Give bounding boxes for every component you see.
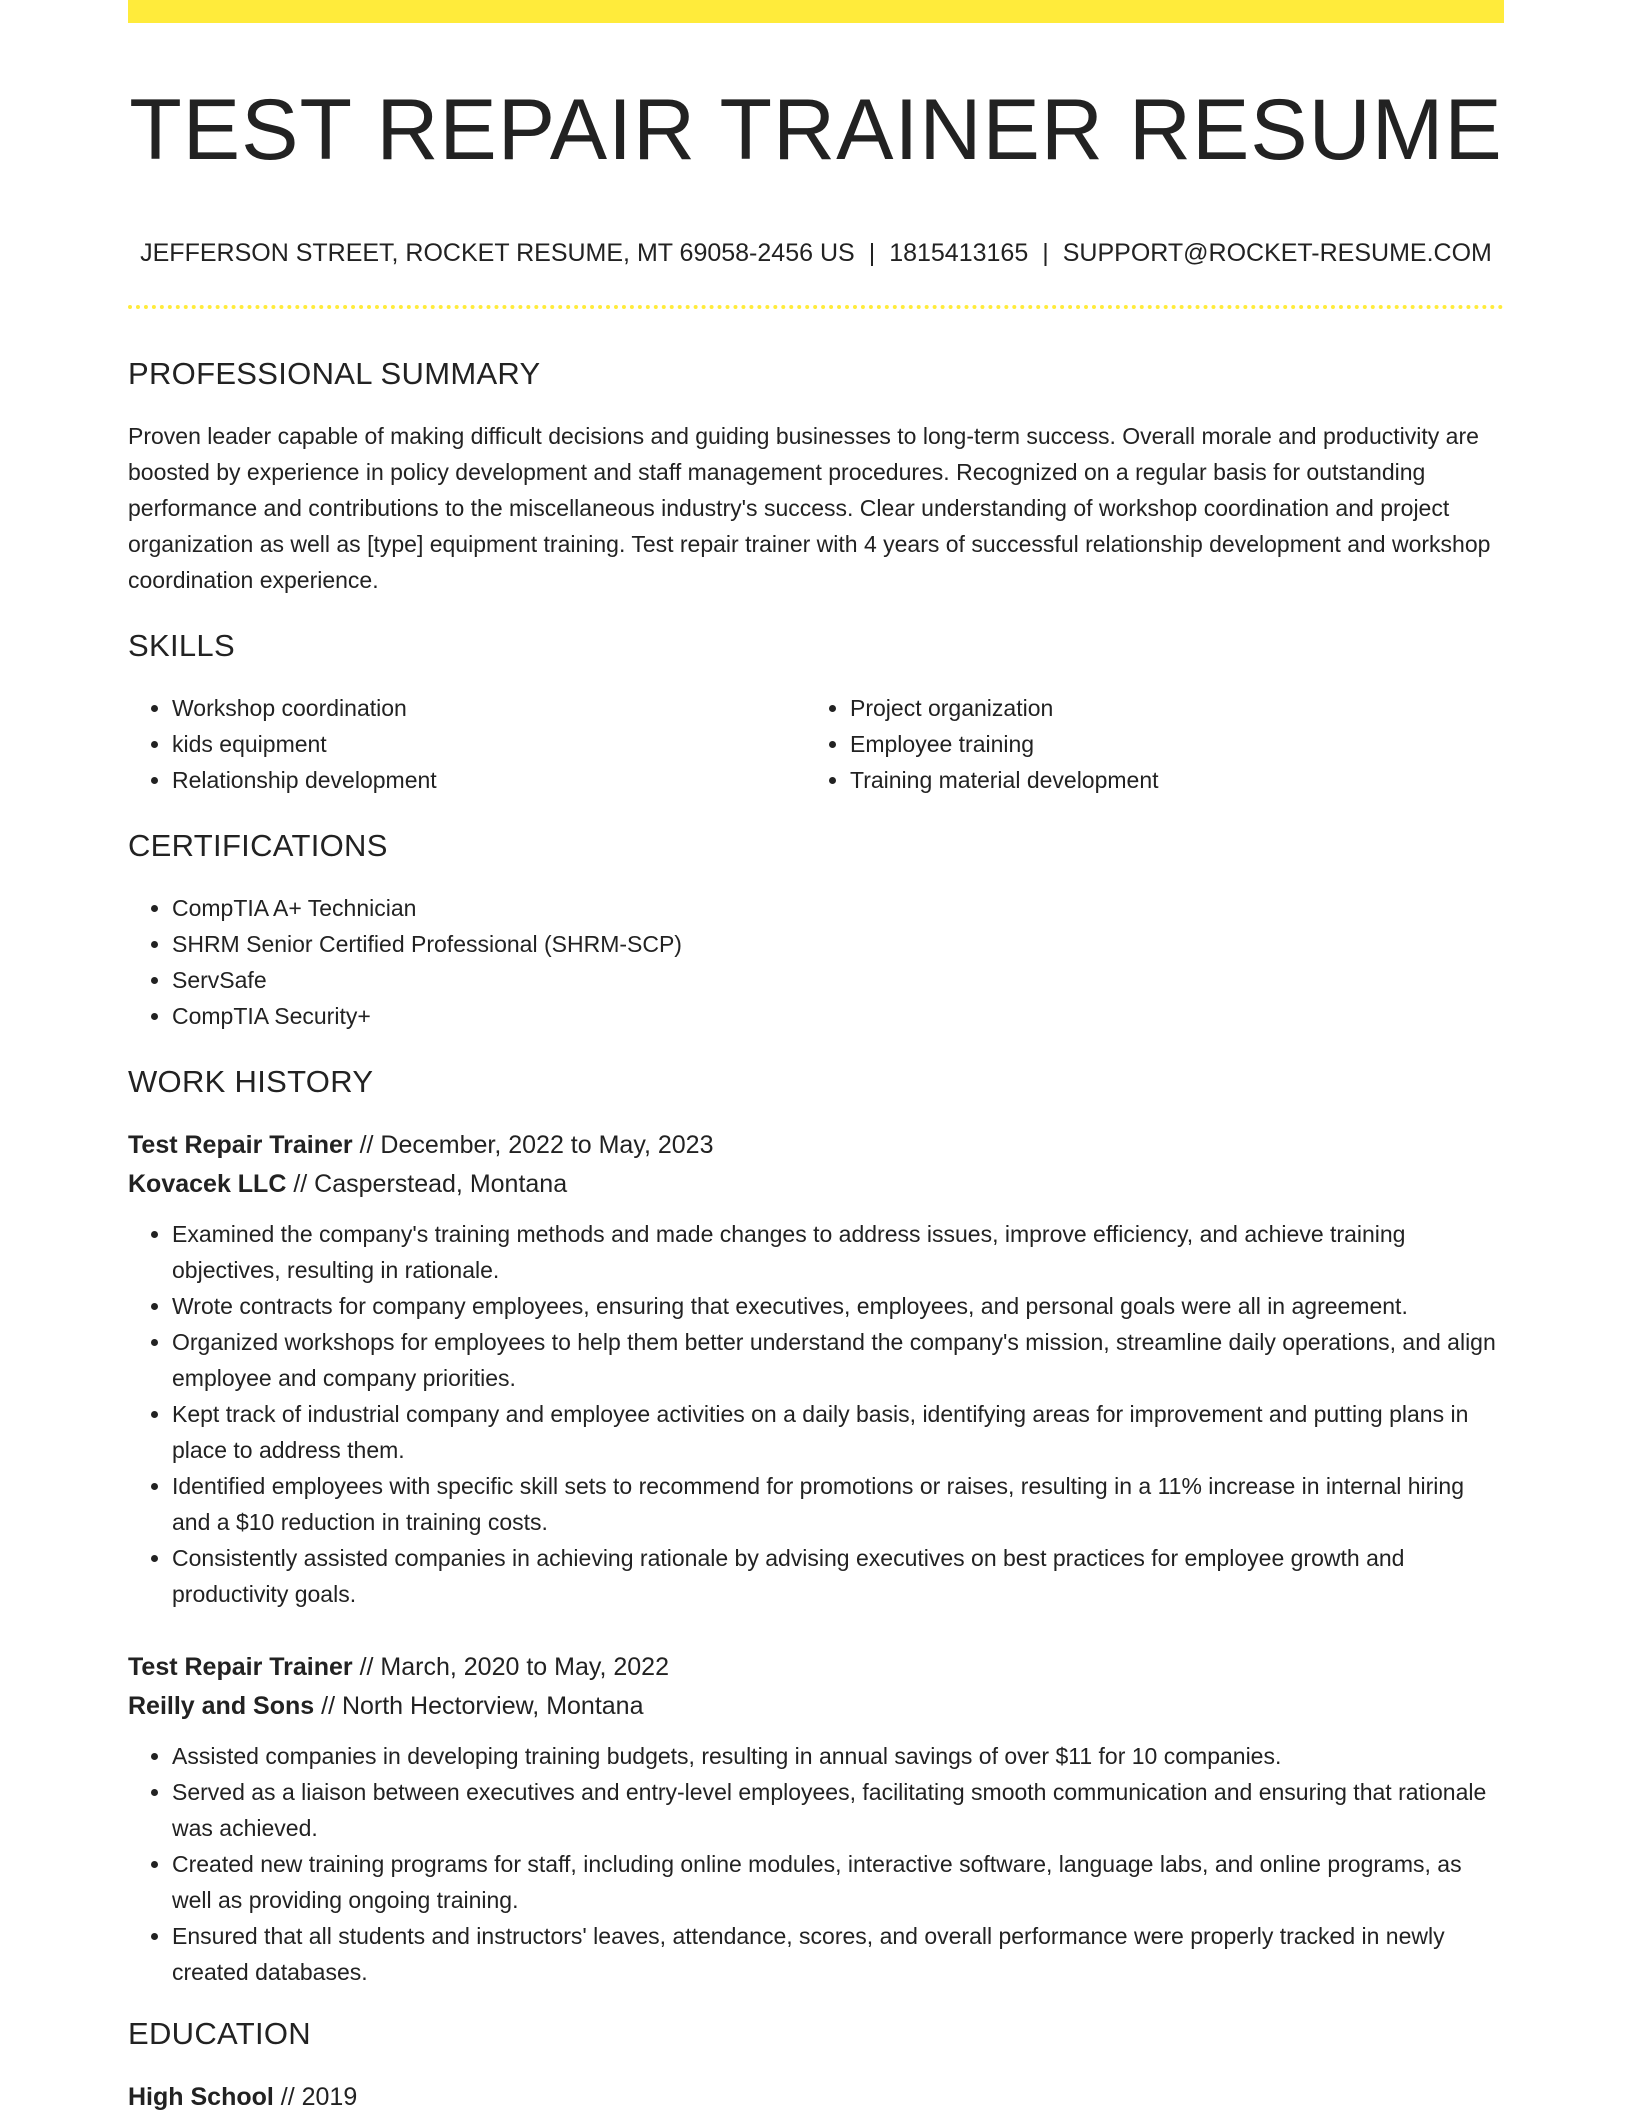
job-dates: // December, 2022 to May, 2023 [352,1131,714,1159]
job-company: Kovacek LLC [128,1170,287,1198]
education-section [128,2012,1504,2117]
skills-heading: SKILLS [128,628,235,663]
work-history-heading: WORK HISTORY [128,1064,374,1099]
contact-separator: | [1042,239,1049,267]
job-bullet: • Examined the company's training methods and made changes to address issues, improve efficiency, and achieve training objectives, resulting in rationale. [172,1216,1504,1288]
resume-title: TEST REPAIR TRAINER RESUME [129,82,1503,178]
contact-phone: 1815413165 [889,239,1029,267]
job-bullet: • Assisted companies in developing training budgets, resulting in annual savings of over $11 for 10 companies. [172,1738,1504,1774]
job-company-line [128,1165,1504,1204]
skills-list-right [806,690,1548,798]
job-role: Test Repair Trainer [128,1131,353,1159]
certification-item: • CompTIA Security+ [172,998,1504,1034]
header-divider [128,305,1504,309]
skills-list-left [128,690,806,798]
education-heading: EDUCATION [128,2016,311,2051]
job-bullet: • Served as a liaison between executives and entry-level employees, facilitating smooth communication and ensuring that rationale was achieved. [172,1774,1504,1846]
certifications-list [128,890,1504,1034]
job-bullet: • Identified employees with specific skill sets to recommend for promotions or raises, resulting in a 11% increase in internal hiring and a $10 reduction in training costs. [172,1468,1504,1540]
summary-text: Proven leader capable of making difficult decisions and guiding businesses to long-term success. Overall morale and productivity are boosted by experience in policy development and staff management procedures. Recognized on a regular basis for outstanding performance and contributions to the miscellaneous industry's success. Clear understanding of workshop coordination and project organization as well as [type] equipment training. Test repair trainer with 4 years of successful relationship development and workshop coordination experience. [128,423,1491,593]
skill-item: • Training material development [850,762,1548,798]
job-bullets [128,1738,1504,1990]
work-history-section [128,1060,1504,1990]
job-title-line [128,1648,1504,1687]
contact-email: SUPPORT@ROCKET-RESUME.COM [1062,239,1492,267]
job-bullet: • Organized workshops for employees to help them better understand the company's mission, streamline daily operations, and align employee and company priorities. [172,1324,1504,1396]
skills-section [128,624,1504,798]
job-location: // North Hectorview, Montana [314,1692,644,1720]
education-year: // 2019 [273,2083,358,2111]
contact-address: JEFFERSON STREET, ROCKET RESUME, MT 69058-2456 US [140,239,855,267]
skill-item: • kids equipment [172,726,806,762]
resume-body [128,352,1504,2117]
skill-item: • Relationship development [172,762,806,798]
education-entry [128,2078,1504,2117]
job-company: Reilly and Sons [128,1692,315,1720]
job-bullet: • Kept track of industrial company and employee activities on a daily basis, identifying areas for improvement and putting plans in place to address them. [172,1396,1504,1468]
job-bullet: • Wrote contracts for company employees, ensuring that executives, employees, and personal goals were all in agreement. [172,1288,1504,1324]
job-entry [128,1648,1504,1990]
job-role: Test Repair Trainer [128,1653,353,1681]
summary-section [128,352,1504,598]
certification-item: • ServSafe [172,962,1504,998]
summary-heading: PROFESSIONAL SUMMARY [128,356,541,391]
education-school: High School [128,2083,274,2111]
certification-item: • SHRM Senior Certified Professional (SHRM-SCP) [172,926,1504,962]
job-company-line [128,1687,1504,1726]
job-entry [128,1126,1504,1612]
skill-item: • Project organization [850,690,1548,726]
job-location: // Casperstead, Montana [286,1170,568,1198]
job-dates: // March, 2020 to May, 2022 [352,1653,669,1681]
certifications-heading: CERTIFICATIONS [128,828,388,863]
certification-item: • CompTIA A+ Technician [172,890,1504,926]
skills-grid [128,690,1504,798]
skill-item: • Workshop coordination [172,690,806,726]
certifications-section [128,824,1504,1034]
contact-line [128,236,1504,270]
contact-separator: | [868,239,876,267]
job-bullet: • Ensured that all students and instructors' leaves, attendance, scores, and overall performance were properly tracked in newly created databases. [172,1918,1504,1990]
skill-item: • Employee training [850,726,1548,762]
accent-top-bar [128,0,1504,23]
job-bullets [128,1216,1504,1612]
job-title-line [128,1126,1504,1165]
job-bullet: • Consistently assisted companies in achieving rationale by advising executives on best practices for employee growth and productivity goals. [172,1540,1504,1612]
job-bullet: • Created new training programs for staff, including online modules, interactive software, language labs, and online programs, as well as providing ongoing training. [172,1846,1504,1918]
